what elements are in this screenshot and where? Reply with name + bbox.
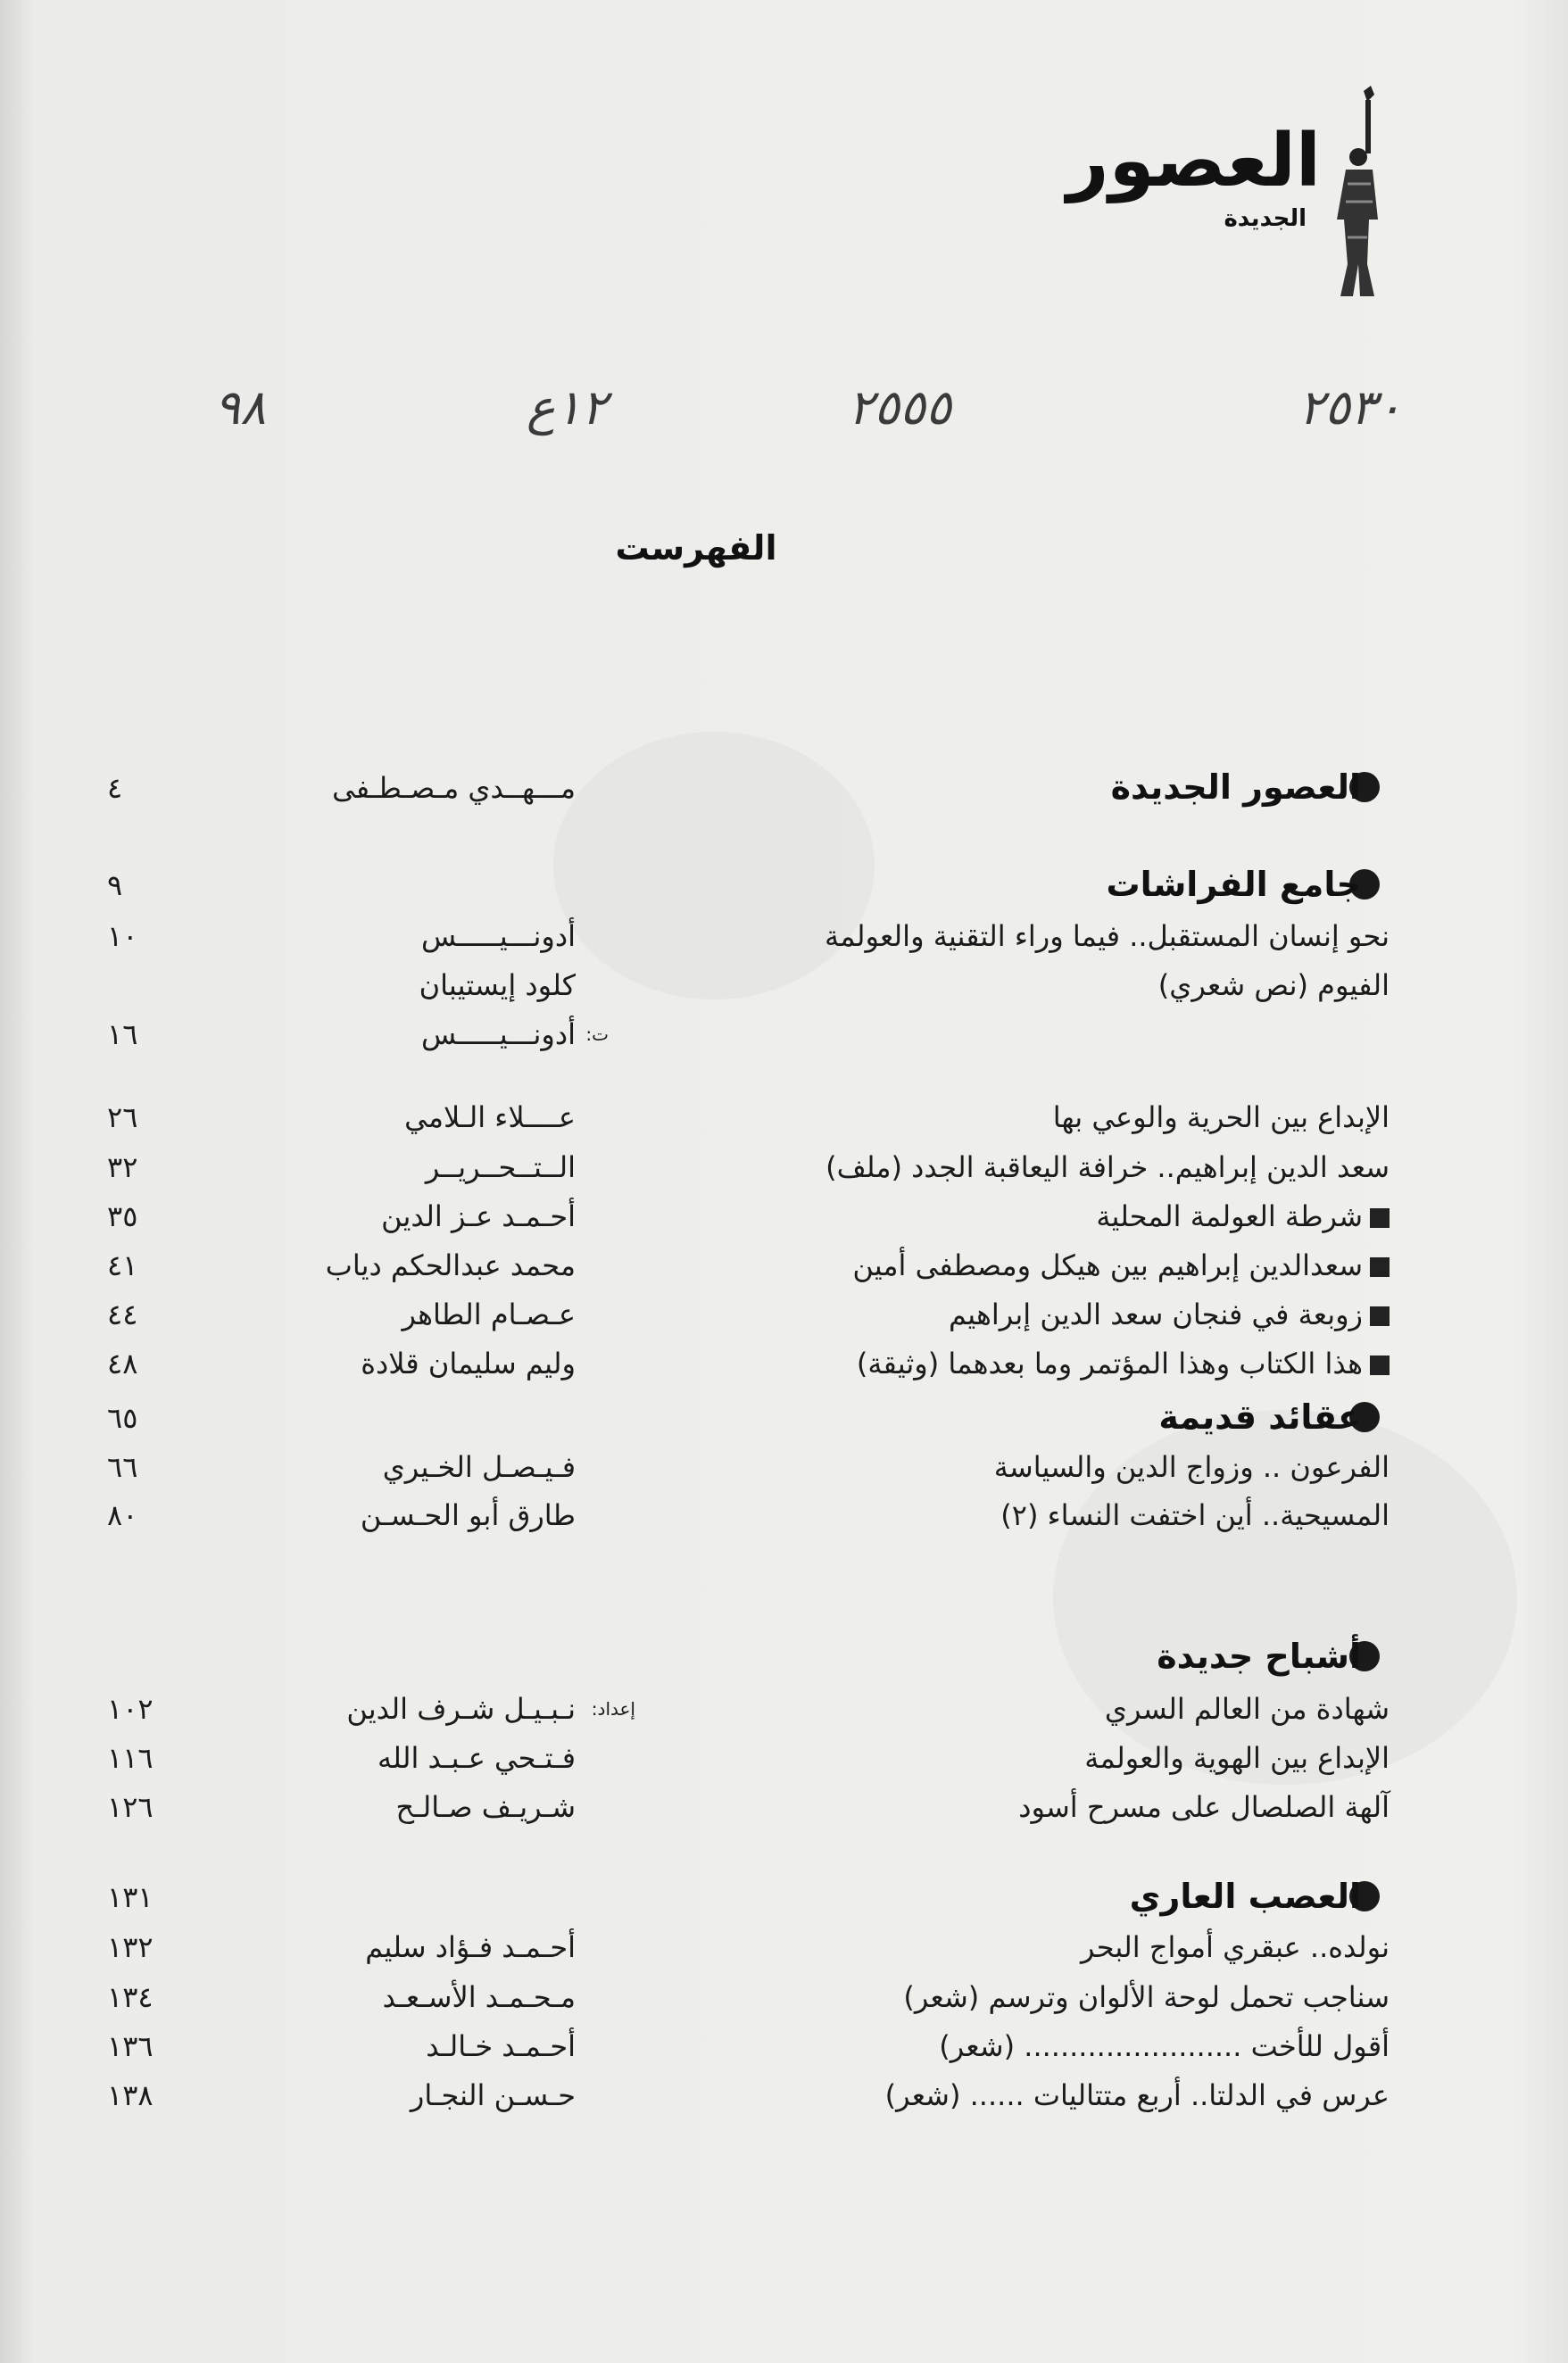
entry-title: الفرعون .. وزواج الدين والسياسة xyxy=(993,1450,1390,1484)
entry-title: سعدالدين إبراهيم بين هيكل ومصطفى أمين xyxy=(852,1248,1363,1282)
entry-title: سعد الدين إبراهيم.. خرافة اليعاقبة الجدد (ملف) xyxy=(825,1150,1390,1184)
toc-entry xyxy=(0,1098,1568,1137)
entry-author: أدونـــيـــــس xyxy=(421,919,576,953)
editor-prefix: إعداد: xyxy=(591,1698,635,1720)
square-bullet-icon xyxy=(1370,1257,1390,1277)
section-author: مـــهــدي مـصـطـفى xyxy=(332,771,576,805)
entry-author: أحـمـد خـالـد xyxy=(426,2029,576,2063)
entry-title: شرطة العولمة المحلية xyxy=(1096,1199,1363,1233)
section-title: أشباح جديدة xyxy=(1157,1637,1361,1676)
section-header xyxy=(0,768,1568,808)
page-number: ١٣١ xyxy=(107,1880,153,1914)
square-bullet-icon xyxy=(1370,1208,1390,1228)
entry-title: سناجب تحمل لوحة الألوان وترسم (شعر) xyxy=(903,1980,1390,2014)
entry-title: أقول للأخت ........................ (شعر) xyxy=(939,2029,1390,2063)
entry-title: عرس في الدلتا.. أربع متتاليات ...... (شعر) xyxy=(884,2078,1390,2112)
page-number: ٩ xyxy=(107,868,123,902)
entry-title-with-marker xyxy=(1096,1197,1390,1236)
toc-entry xyxy=(0,1295,1568,1334)
entry-title: الفيوم (نص شعري) xyxy=(1157,968,1390,1002)
entry-title: شهادة من العالم السري xyxy=(1104,1692,1390,1726)
logo-title: العصور xyxy=(1066,119,1321,203)
square-bullet-icon xyxy=(1370,1306,1390,1326)
toc-entry xyxy=(0,1496,1568,1535)
page-number: ٣٢ xyxy=(107,1150,138,1184)
page-number: ١٣٤ xyxy=(107,1980,153,2014)
page-number: ٤١ xyxy=(107,1248,138,1282)
entry-title: المسيحية.. أين اختفت النساء (٢) xyxy=(1000,1498,1390,1532)
logo-subtitle: الجديدة xyxy=(1224,205,1307,232)
toc-entry xyxy=(0,1787,1568,1827)
entry-author: أحـمـد فـؤاد سليم xyxy=(365,1930,576,1964)
entry-title: زوبعة في فنجان سعد الدين إبراهيم xyxy=(948,1298,1363,1331)
section-title: العصور الجديدة xyxy=(1110,767,1361,807)
toc-entry xyxy=(0,1738,1568,1778)
page-number: ١١٦ xyxy=(107,1741,153,1775)
entry-author: محمد عبدالحكم دياب xyxy=(325,1248,576,1282)
page-number: ١٣٨ xyxy=(107,2078,153,2112)
entry-author: كلود إيستيبان xyxy=(419,968,576,1002)
entry-title: الإبداع بين الهوية والعولمة xyxy=(1084,1741,1390,1775)
page-number: ٣٥ xyxy=(107,1199,138,1233)
handwritten-note: ٩٨ xyxy=(214,379,267,435)
page-number: ١٣٦ xyxy=(107,2029,153,2063)
entry-title: نولده.. عبقري أمواج البحر xyxy=(1081,1930,1390,1964)
section-title: عقائد قديمة xyxy=(1158,1397,1361,1437)
entry-author: وليم سليمان قلادة xyxy=(361,1347,576,1380)
square-bullet-icon xyxy=(1370,1356,1390,1375)
toc-entry xyxy=(0,1197,1568,1236)
handwritten-note: ٢٥٣٠ xyxy=(1298,379,1403,435)
torch-bearer-logo-icon xyxy=(1328,86,1399,300)
section-header xyxy=(0,1398,1568,1438)
entry-author: حـسـن النجـار xyxy=(410,2078,576,2112)
page-number: ٤٤ xyxy=(107,1298,138,1331)
page-number: ١٠٢ xyxy=(107,1692,153,1726)
toc-entry xyxy=(0,1928,1568,1967)
section-header xyxy=(0,1878,1568,1917)
entry-title-with-marker xyxy=(857,1344,1390,1383)
page-number: ٤ xyxy=(107,771,123,805)
entry-title-with-marker xyxy=(852,1246,1390,1285)
section-header xyxy=(0,1638,1568,1677)
page-number: ١٣٢ xyxy=(107,1930,153,1964)
handwritten-note: ٢٥٥٥ xyxy=(848,379,952,435)
page-number: ٦٦ xyxy=(107,1450,138,1484)
entry-author: فـتـحي عـبـد الله xyxy=(377,1741,576,1775)
toc-entry xyxy=(0,1977,1568,2017)
toc-entry xyxy=(0,1344,1568,1383)
entry-title: الإبداع بين الحرية والوعي بها xyxy=(1052,1100,1390,1134)
page-number: ١٢٦ xyxy=(107,1790,153,1824)
entry-author: مـحـمـد الأسـعـد xyxy=(382,1980,576,2014)
entry-title: هذا الكتاب وهذا المؤتمر وما بعدهما (وثيقة) xyxy=(856,1347,1363,1380)
page-number: ٦٥ xyxy=(107,1401,138,1435)
toc-entry xyxy=(0,1246,1568,1285)
toc-entry xyxy=(0,1447,1568,1487)
entry-author: عـصـام الطاهر xyxy=(402,1298,576,1331)
toc-entry xyxy=(0,2027,1568,2066)
toc-entry xyxy=(0,1689,1568,1729)
toc-entry xyxy=(0,916,1568,956)
entry-author: شـريـف صـالـح xyxy=(395,1790,576,1824)
toc-entry xyxy=(0,1148,1568,1187)
toc-heading: الفهرست xyxy=(615,528,777,568)
page-number: ١٦ xyxy=(107,1017,138,1051)
entry-author: نـبـيـل شـرف الدين xyxy=(346,1692,576,1726)
section-title: العصب العاري xyxy=(1129,1877,1361,1916)
entry-title: آلهة الصلصال على مسرح أسود xyxy=(1018,1790,1390,1824)
page-number: ٢٦ xyxy=(107,1100,138,1134)
section-header xyxy=(0,866,1568,905)
page-number: ٤٨ xyxy=(107,1347,138,1380)
section-title: جامع الفراشات xyxy=(1106,865,1361,904)
translator-prefix: ت: xyxy=(585,1024,609,1045)
toc-entry xyxy=(0,1015,1568,1054)
toc-entry xyxy=(0,2076,1568,2115)
page-number: ٨٠ xyxy=(107,1498,138,1532)
entry-author: طارق أبو الحـسـن xyxy=(360,1498,576,1532)
handwritten-note: ١٢ع xyxy=(527,379,608,435)
entry-title: نحو إنسان المستقبل.. فيما وراء التقنية والعولمة xyxy=(825,919,1390,953)
entry-author: أدونـــيـــــس xyxy=(421,1017,576,1051)
page-number: ١٠ xyxy=(107,919,138,953)
entry-title-with-marker xyxy=(949,1295,1390,1334)
entry-author: الــتــحــريــر xyxy=(425,1150,576,1184)
entry-author: عــــلاء الـلامي xyxy=(404,1100,576,1134)
entry-author: أحـمـد عـز الدين xyxy=(381,1199,576,1233)
entry-author: فـيـصـل الخـيري xyxy=(382,1450,576,1484)
toc-entry xyxy=(0,966,1568,1005)
